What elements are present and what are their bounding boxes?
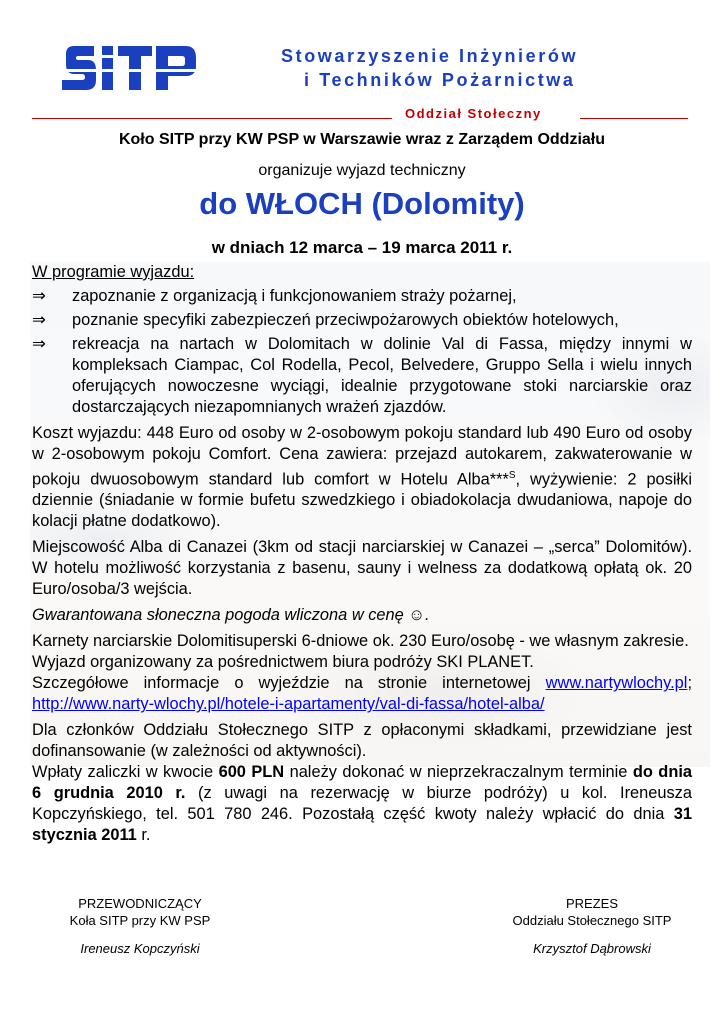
signature-name: Ireneusz Kopczyński <box>80 941 200 956</box>
location-paragraph: Miejscowość Alba di Canazei (3km od stacji narciarskiej w Canazei – „serca” Dolomitów). W hotelu możliwość korzystania z basenu, sauny i welness za dodatkową opłatą ok. 20 Euro/osoba/3 wejścia. <box>32 538 692 599</box>
payment-text: należy dokonać w nieprzekraczalnym terminie <box>289 763 628 782</box>
program-heading: W programie wyjazdu: <box>32 263 195 281</box>
sitp-logo <box>58 42 200 94</box>
arrow-bullet-icon: ⇒ <box>32 335 46 353</box>
signature-unit: Koła SITP przy KW PSP <box>69 913 211 928</box>
info-separator: ; <box>687 674 692 693</box>
members-paragraph: Dla członków Oddziału Stołecznego SITP z opłaconymi składkami, przewidziane jest dofinansowanie (w zależności od aktywności). <box>32 721 692 761</box>
deposit-deadline: do dnia 6 grudnia 2010 r. <box>32 763 693 803</box>
program-item-text: poznanie specyfiki zabezpieczeń przeciwpożarowych obiektów hotelowych, <box>72 311 619 329</box>
payment-text: r. <box>141 826 151 845</box>
deposit-amount: 600 PLN <box>218 763 285 782</box>
program-item <box>32 286 692 307</box>
program-item-text: zapoznanie z organizacją i funkcjonowaniem straży pożarnej, <box>72 287 517 305</box>
signature-right <box>492 895 692 957</box>
program-item-text: rekreacja na nartach w Dolomitach w dolinie Val di Fassa, między innymi w kompleksach Ciampac, Col Rodella, Pecol, Belvedere, Gruppo Sella i wielu innych oferujących nowoczesne wyciągi, idealnie przygotowane stoki narciarskie oraz dostarczających niezapomnianych wrażeń zjazdów. <box>72 335 692 416</box>
org-name-line1: Stowarzyszenie Inżynierów <box>281 46 579 66</box>
program-item <box>32 310 692 331</box>
weather-note: Gwarantowana słoneczna pogoda wliczona w cenę ☺. <box>32 606 430 625</box>
agency-paragraph: Wyjazd organizowany za pośrednictwem biura podróży SKI PLANET. <box>32 653 534 672</box>
hotel-standard-sup: S <box>508 470 516 481</box>
org-name-line2: i Techników Pożarnictwa <box>304 70 576 90</box>
hotel-link[interactable]: http://www.narty-wlochy.pl/hotele-i-apartamenty/val-di-fassa/hotel-alba/ <box>32 695 545 714</box>
signature-name: Krzysztof Dąbrowski <box>533 941 651 956</box>
branch-name: Oddział Stołeczny <box>405 106 542 121</box>
info-text: Szczegółowe informacje o wyjeździe na stronie internetowej <box>32 674 531 693</box>
website-link[interactable]: www.nartywlochy.pl <box>545 674 688 693</box>
signature-role: PREZES <box>565 896 618 911</box>
ski-pass-paragraph: Karnety narciarskie Dolomitisuperski 6-dniowe ok. 230 Euro/osobę - we własnym zakresie. <box>32 632 689 651</box>
intro-subline: organizuje wyjazd techniczny <box>258 162 466 179</box>
arrow-bullet-icon: ⇒ <box>32 311 46 329</box>
cost-text: Koszt wyjazdu: 448 Euro od osoby w 2-osobowym pokoju standard lub 490 Euro od osoby w 2-osobowym pokoju Comfort. Cena zawiera: przejazd autokarem, zakwaterowanie w pokoju dwuosobowym standard lub comfort w Hotelu Alba*** <box>32 424 692 489</box>
program-item <box>32 334 692 418</box>
cost-paragraph <box>32 423 692 532</box>
arrow-bullet-icon: ⇒ <box>32 287 46 305</box>
intro-line: Koło SITP przy KW PSP w Warszawie wraz z Zarządem Oddziału <box>118 131 606 148</box>
payment-text: (z uwagi na rezerwację w biurze podróży) u kol. Ireneusza Kopczyńskiego, tel. 501 780 246. Pozostałą część kwoty należy wpłacić do dnia <box>32 784 692 824</box>
final-deadline: 31 stycznia 2011 <box>32 805 692 845</box>
signature-left <box>40 895 240 957</box>
document-body <box>32 262 692 846</box>
payment-paragraph <box>32 762 692 846</box>
signature-unit: Oddziału Stołecznego SITP <box>512 913 672 928</box>
header-rule-right <box>580 118 688 119</box>
page-title: do WŁOCH (Dolomity) <box>199 186 525 221</box>
payment-text: Wpłaty zaliczki w kwocie <box>32 763 214 782</box>
cost-text-2: , wyżywienie: 2 posiłki dziennie (śniadanie w formie bufetu szwedzkiego i obiadokolacja dwudaniowa, napoje do kolacji płatne dodatkowo). <box>32 470 692 531</box>
trip-dates: w dniach 12 marca – 19 marca 2011 r. <box>211 238 513 257</box>
info-paragraph <box>32 673 692 715</box>
header-rule-left <box>32 118 392 119</box>
signature-role: PRZEWODNICZĄCY <box>78 896 202 911</box>
